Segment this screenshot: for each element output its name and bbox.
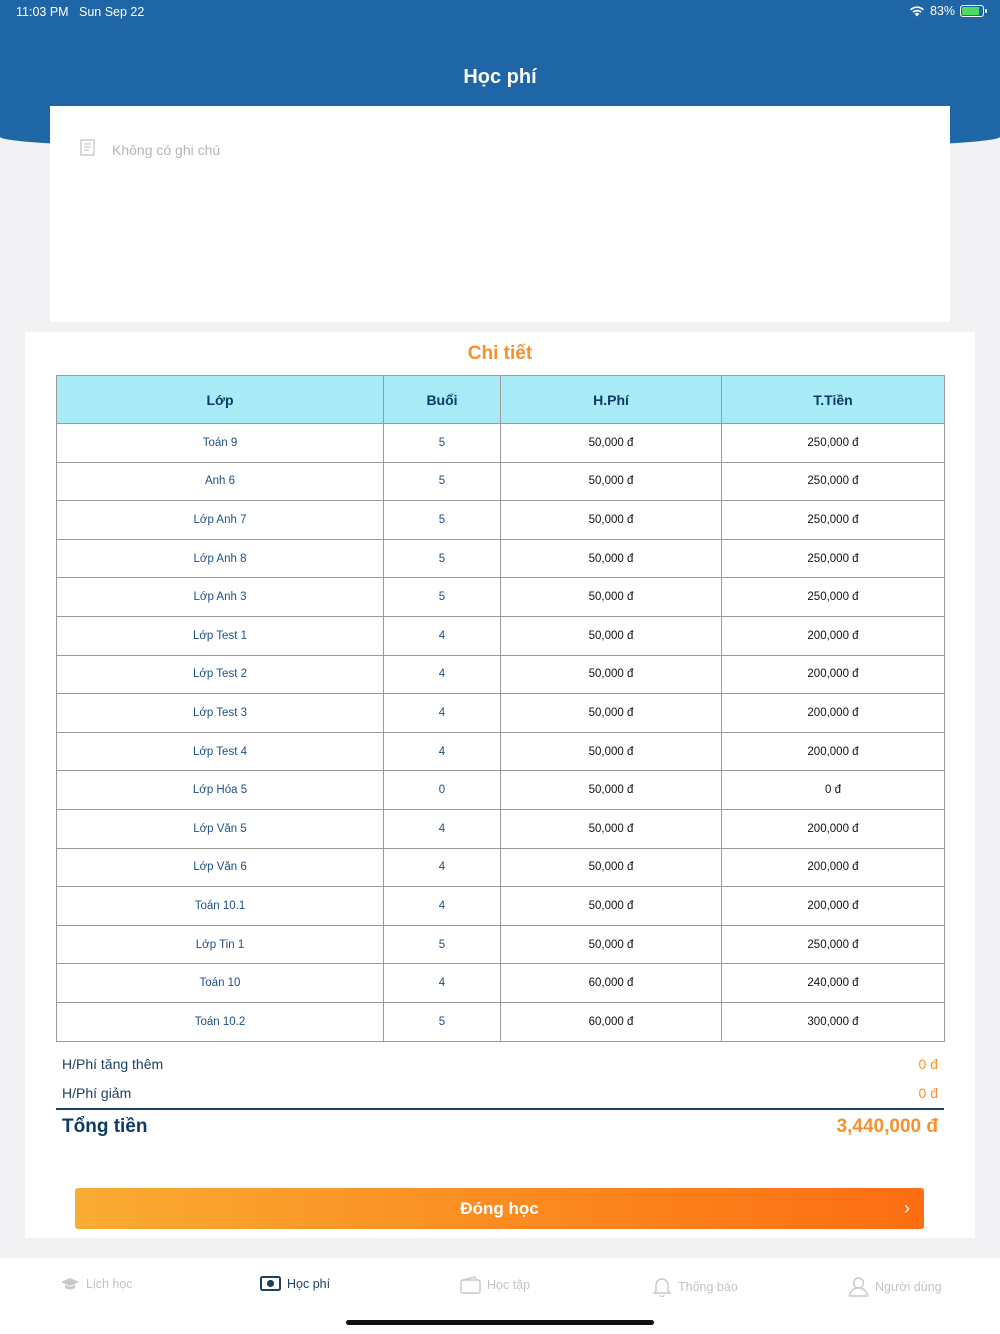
table-header-row (57, 376, 945, 424)
cell-class: Toán 10.1 (57, 887, 384, 926)
tab-tuition[interactable] (260, 1276, 330, 1291)
discount-row (62, 1085, 938, 1101)
cell-class: Lớp Văn 6 (57, 848, 384, 887)
pay-button-label: Đóng học (460, 1199, 539, 1218)
cell-sessions: 4 (384, 848, 501, 887)
table-row (57, 925, 945, 964)
extra-fee-label: H/Phí tăng thêm (62, 1056, 164, 1072)
cell-sessions: 5 (384, 1002, 501, 1041)
column-header-class: Lớp (57, 376, 384, 424)
cell-class: Lớp Anh 8 (57, 539, 384, 578)
cell-total: 200,000 đ (722, 732, 945, 771)
total-label: Tổng tiền (62, 1116, 148, 1137)
table-row (57, 848, 945, 887)
table-row (57, 964, 945, 1003)
extra-fee-row (62, 1056, 938, 1072)
tab-schedule-label: Lịch học (86, 1277, 133, 1291)
cell-class: Toán 9 (57, 424, 384, 463)
cell-sessions: 4 (384, 694, 501, 733)
cell-fee: 50,000 đ (501, 462, 722, 501)
tab-schedule[interactable] (60, 1276, 133, 1292)
status-bar (0, 0, 1000, 24)
table-row (57, 539, 945, 578)
cell-total: 200,000 đ (722, 848, 945, 887)
table-row (57, 655, 945, 694)
cell-class: Lớp Tin 1 (57, 925, 384, 964)
cell-class: Lớp Anh 3 (57, 578, 384, 617)
table-row (57, 809, 945, 848)
fee-table (56, 375, 945, 1042)
cell-sessions: 4 (384, 732, 501, 771)
page-title: Học phí (463, 66, 537, 88)
note-icon (78, 138, 98, 158)
cell-sessions: 4 (384, 809, 501, 848)
table-row (57, 462, 945, 501)
cell-sessions: 5 (384, 462, 501, 501)
discount-value: 0 đ (918, 1085, 938, 1101)
bell-icon (652, 1276, 672, 1297)
cell-total: 250,000 đ (722, 925, 945, 964)
total-value: 3,440,000 đ (836, 1116, 938, 1137)
cell-fee: 50,000 đ (501, 887, 722, 926)
cell-class: Anh 6 (57, 462, 384, 501)
cell-total: 200,000 đ (722, 887, 945, 926)
money-icon (260, 1276, 281, 1291)
cell-fee: 50,000 đ (501, 694, 722, 733)
status-time (16, 5, 144, 19)
cell-class: Lớp Test 3 (57, 694, 384, 733)
table-row (57, 887, 945, 926)
cell-fee: 50,000 đ (501, 424, 722, 463)
table-row (57, 732, 945, 771)
cell-class: Lớp Anh 7 (57, 501, 384, 540)
cell-fee: 50,000 đ (501, 848, 722, 887)
detail-title: Chi tiết (467, 343, 533, 364)
tab-notifications-label: Thông báo (678, 1279, 738, 1294)
tab-tuition-label: Học phí (287, 1276, 331, 1291)
wifi-icon (909, 5, 925, 17)
cell-fee: 50,000 đ (501, 501, 722, 540)
status-date-text: Sun Sep 22 (79, 5, 145, 19)
tab-user-label: Người dùng (875, 1279, 942, 1294)
cell-total: 250,000 đ (722, 462, 945, 501)
tab-user[interactable] (848, 1276, 942, 1297)
cell-total: 250,000 đ (722, 539, 945, 578)
cell-total: 250,000 đ (722, 578, 945, 617)
cell-fee: 50,000 đ (501, 732, 722, 771)
cell-sessions: 4 (384, 887, 501, 926)
cell-sessions: 5 (384, 578, 501, 617)
detail-card (25, 332, 975, 1238)
tab-study[interactable] (460, 1276, 530, 1294)
table-row (57, 616, 945, 655)
note-card (50, 106, 950, 322)
table-row (57, 1002, 945, 1041)
cell-class: Lớp Test 4 (57, 732, 384, 771)
cell-class: Lớp Test 2 (57, 655, 384, 694)
cell-total: 300,000 đ (722, 1002, 945, 1041)
table-row (57, 578, 945, 617)
cell-total: 240,000 đ (722, 964, 945, 1003)
table-row (57, 424, 945, 463)
cell-fee: 50,000 đ (501, 771, 722, 810)
table-row (57, 694, 945, 733)
status-time-text: 11:03 PM (16, 5, 69, 19)
cell-fee: 50,000 đ (501, 578, 722, 617)
cell-fee: 60,000 đ (501, 1002, 722, 1041)
cell-class: Lớp Test 1 (57, 616, 384, 655)
cell-fee: 60,000 đ (501, 964, 722, 1003)
home-indicator (346, 1320, 654, 1325)
cell-fee: 50,000 đ (501, 616, 722, 655)
cell-fee: 50,000 đ (501, 539, 722, 578)
tab-study-label: Học tập (487, 1278, 531, 1292)
cell-sessions: 5 (384, 539, 501, 578)
cell-fee: 50,000 đ (501, 809, 722, 848)
wallet-icon (460, 1276, 481, 1294)
cell-fee: 50,000 đ (501, 925, 722, 964)
cell-total: 200,000 đ (722, 655, 945, 694)
cell-total: 0 đ (722, 771, 945, 810)
note-text: Không có ghi chú (112, 142, 221, 158)
cell-total: 250,000 đ (722, 424, 945, 463)
cell-sessions: 4 (384, 964, 501, 1003)
chevron-right-icon: › (904, 1198, 910, 1218)
summary-divider (56, 1108, 944, 1110)
cell-sessions: 4 (384, 655, 501, 694)
cell-class: Lớp Văn 5 (57, 809, 384, 848)
cell-class: Toán 10.2 (57, 1002, 384, 1041)
graduation-cap-icon (60, 1276, 80, 1292)
battery-icon (960, 5, 984, 17)
discount-label: H/Phí giảm (62, 1085, 132, 1101)
cell-sessions: 5 (384, 424, 501, 463)
cell-total: 200,000 đ (722, 694, 945, 733)
total-row (62, 1116, 938, 1138)
cell-total: 200,000 đ (722, 616, 945, 655)
column-header-total: T.Tiền (722, 376, 945, 424)
tab-notifications[interactable] (652, 1276, 738, 1297)
battery-percent: 83% (929, 4, 955, 18)
cell-total: 250,000 đ (722, 501, 945, 540)
user-icon (848, 1276, 869, 1297)
cell-class: Toán 10 (57, 964, 384, 1003)
cell-class: Lớp Hóa 5 (57, 771, 384, 810)
cell-sessions: 5 (384, 501, 501, 540)
table-row (57, 771, 945, 810)
cell-fee: 50,000 đ (501, 655, 722, 694)
table-row (57, 501, 945, 540)
cell-sessions: 0 (384, 771, 501, 810)
cell-sessions: 5 (384, 925, 501, 964)
pay-button[interactable] (75, 1188, 924, 1229)
cell-total: 200,000 đ (722, 809, 945, 848)
column-header-sessions: Buổi (384, 376, 501, 424)
column-header-fee: H.Phí (501, 376, 722, 424)
status-indicators (909, 4, 984, 18)
extra-fee-value: 0 đ (918, 1056, 938, 1072)
cell-sessions: 4 (384, 616, 501, 655)
